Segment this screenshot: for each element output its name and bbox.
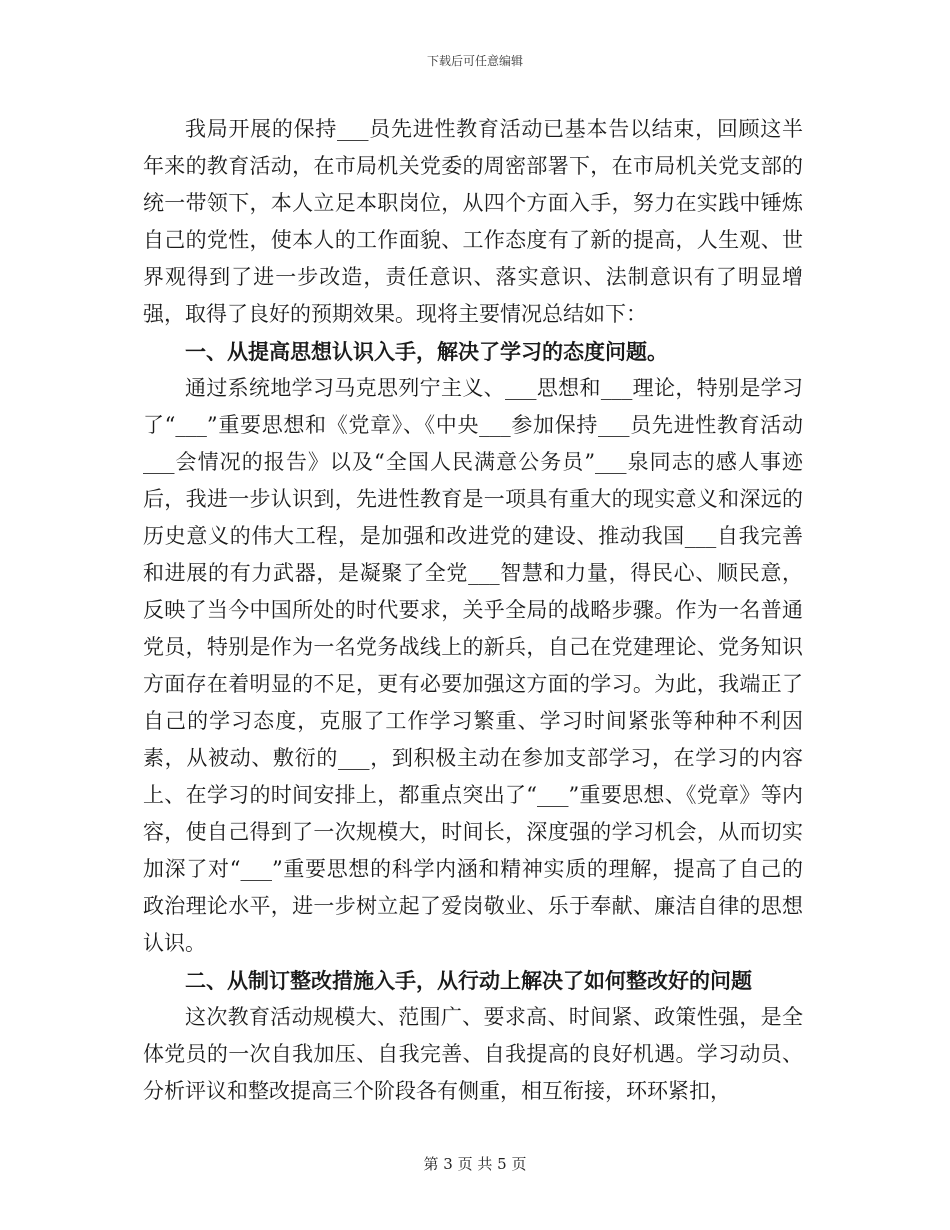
document-body [143, 111, 803, 1110]
section-heading-2: 二、从制订整改措施入手，从行动上解决了如何整改好的问题 [185, 968, 752, 993]
section-2-paragraph: 这次教育活动规模大、范围广、要求高、时间紧、政策性强，是全体党员的一次自我加压、自我完善、自我提高的良好机遇。学习动员、分析评议和整改提高三个阶段各有侧重，相互衔接，环环紧扣， [143, 1005, 803, 1103]
section-heading-1: 一、从提高思想认识入手，解决了学习的态度问题。 [185, 339, 668, 364]
page-number-footer: 第 3 页 共 5 页 [423, 1155, 527, 1173]
intro-paragraph: 我局开展的保持___员先进性教育活动已基本告以结束，回顾这半年来的教育活动，在市局机关党委的周密部署下，在市局机关党支部的统一带领下，本人立足本职岗位，从四个方面入手，努力在实践中锤炼自己的党性，使本人的工作面貌、工作态度有了新的提高，人生观、世界观得到了进一步改造，责任意识、落实意识、法制意识有了明显增强，取得了良好的预期效果。现将主要情况总结如下： [143, 117, 803, 326]
page-header-note: 下载后可任意编辑 [426, 54, 523, 68]
section-1-paragraph: 通过系统地学习马克思列宁主义、___思想和___理论，特别是学习了“___”重要思想和《党章》、《中央___参加保持___员先进性教育活动___会情况的报告》以及“全国人民满意公务员”___泉同志的感人事迹后，我进一步认识到，先进性教育是一项具有重大的现实意义和深远的历史意义的伟大工程，是加强和改进党的建设、推动我国___自我完善和进展的有力武器，是凝聚了全党___智慧和力量，得民心、顺民意，反映了当今中国所处的时代要求，关乎全局的战略步骤。作为一名普通党员，特别是作为一名党务战线上的新兵，自己在党建理论、党务知识方面存在着明显的不足，更有必要加强这方面的学习。为此，我端正了自己的学习态度，克服了工作学习繁重、学习时间紧张等种种不利因素，从被动、敷衍的___，到积极主动在参加支部学习，在学习的内容上、在学习的时间安排上，都重点突出了“___”重要思想、《党章》等内容，使自己得到了一次规模大，时间长，深度强的学习机会，从而切实加深了对“___”重要思想的科学内涵和精神实质的理解，提高了自己的政治理论水平，进一步树立起了爱岗敬业、乐于奉献、廉洁自律的思想认识。 [143, 376, 803, 955]
